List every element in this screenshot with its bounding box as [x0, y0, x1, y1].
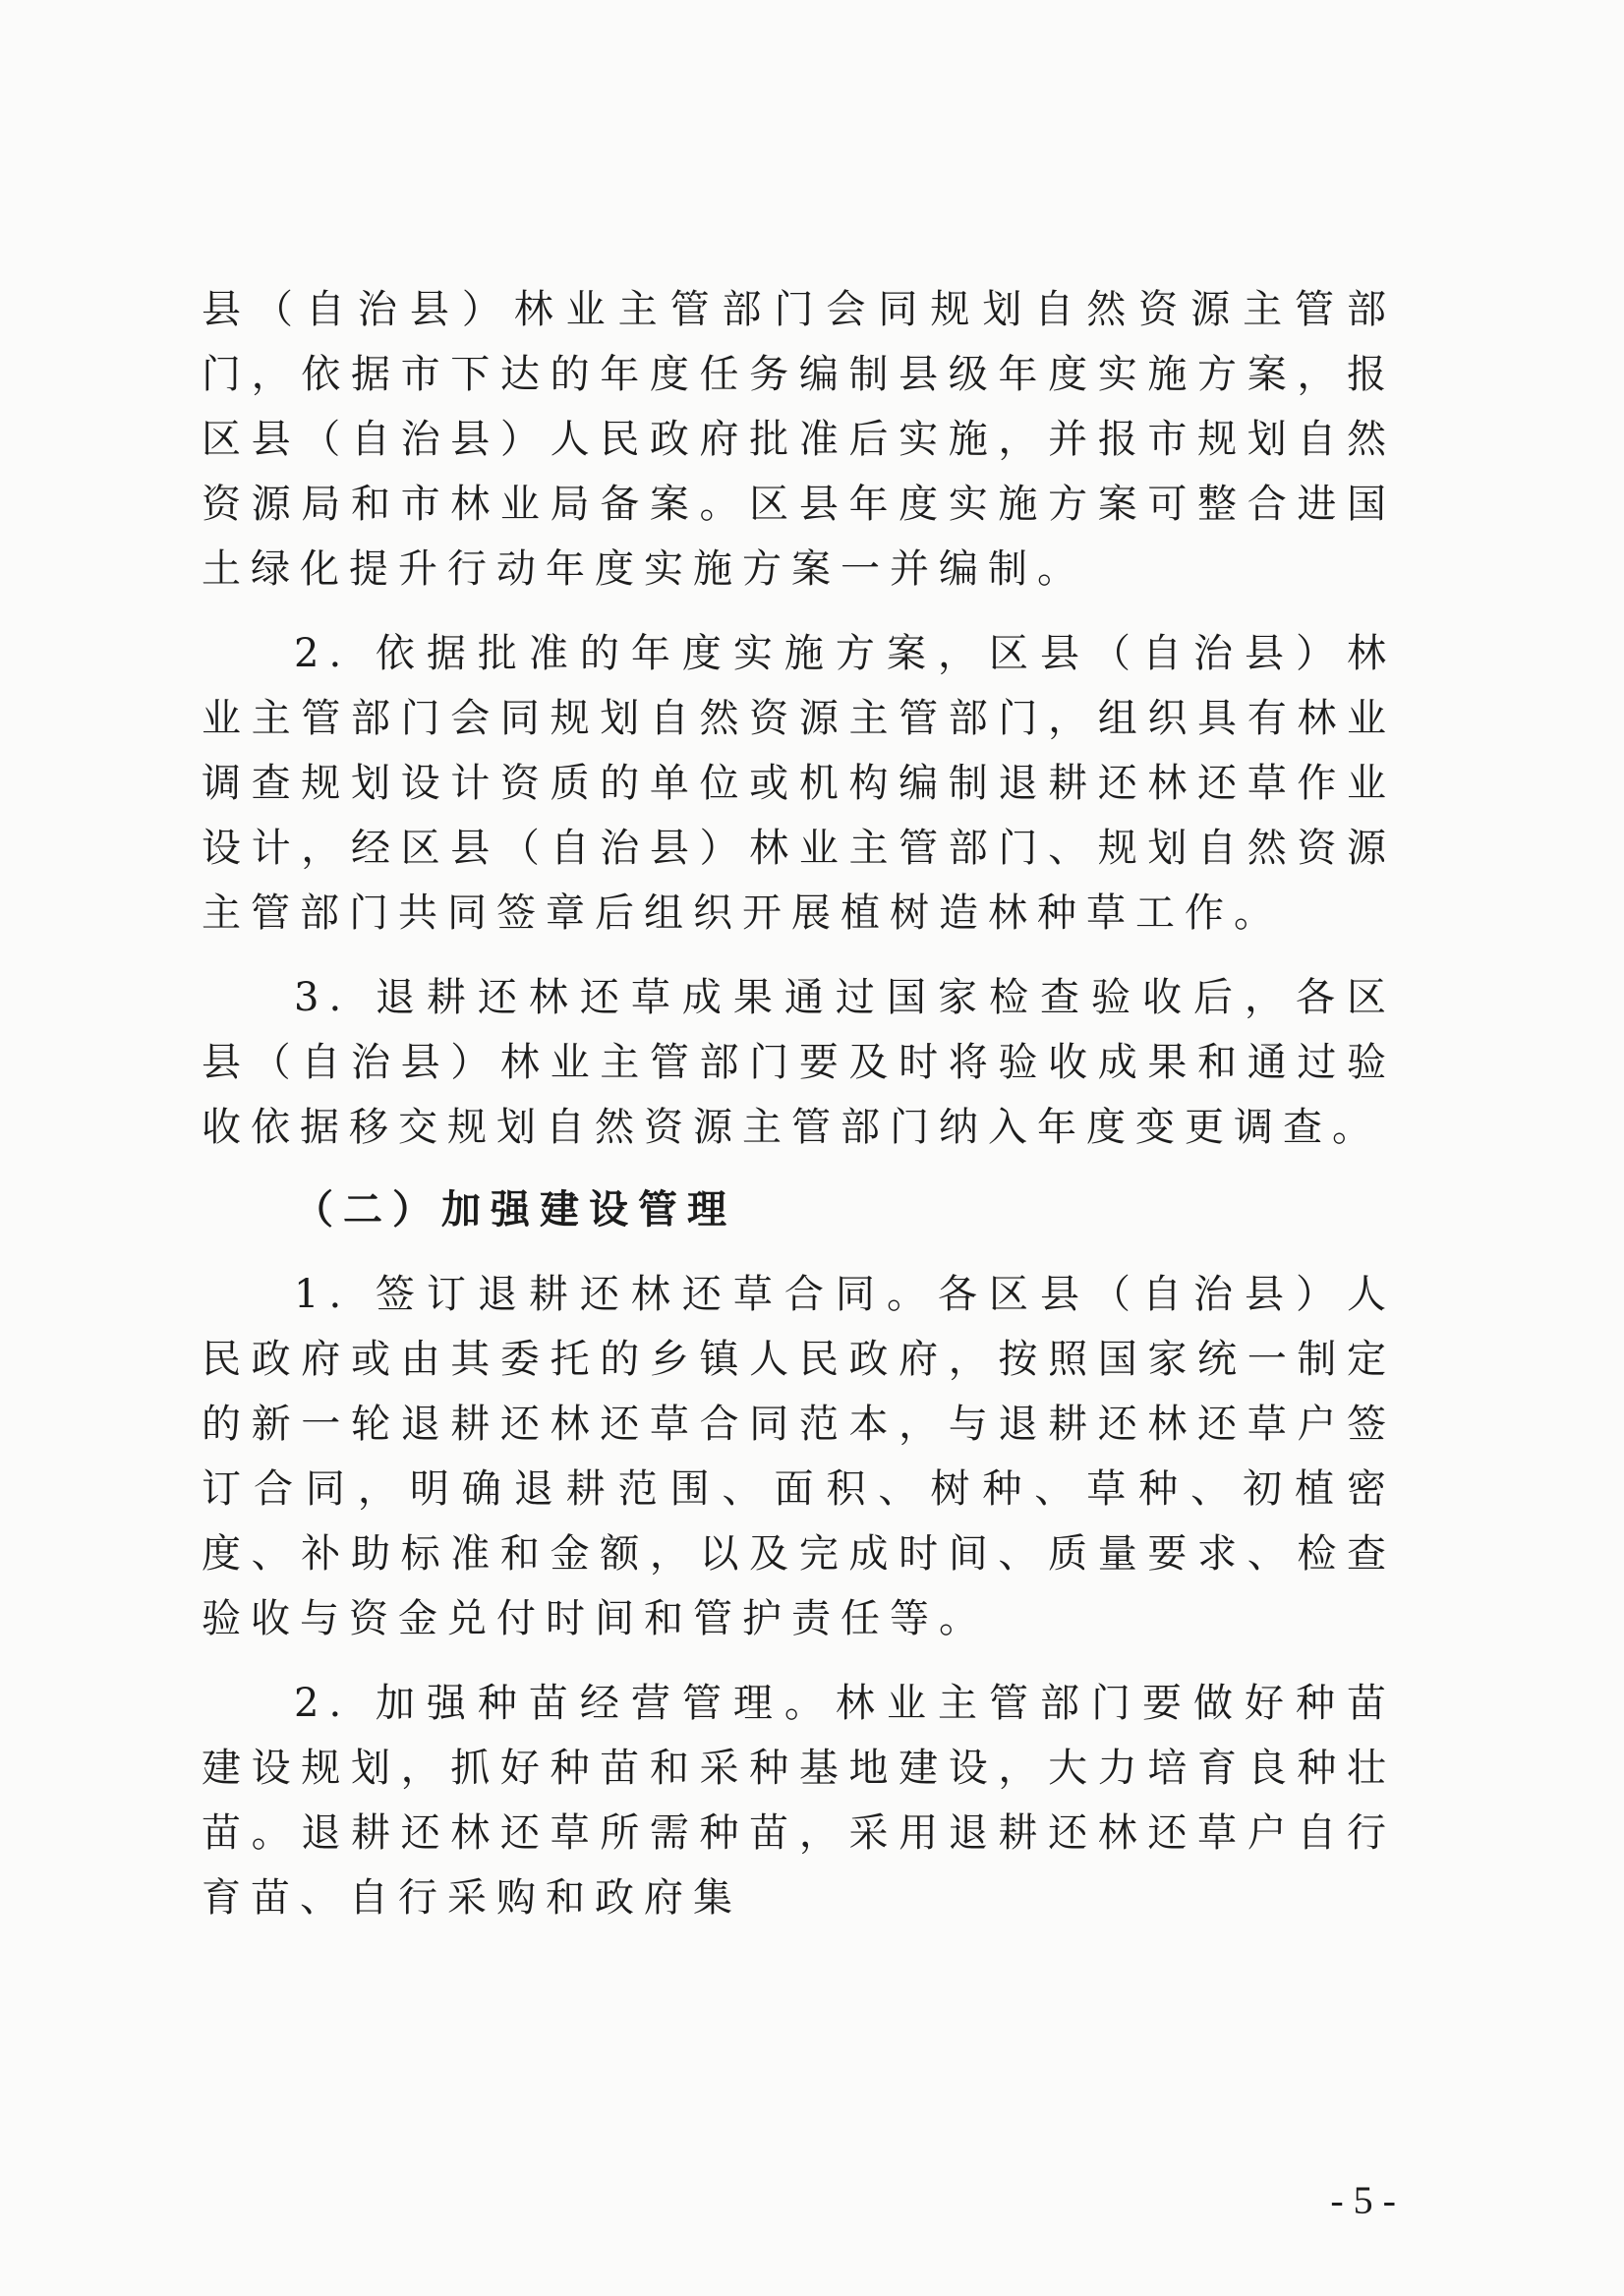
paragraph-continuation: 县（自治县）林业主管部门会同规划自然资源主管部门，依据市下达的年度任务编制县级年度实施方案，报区县（自治县）人民政府批准后实施，并报市规划自然资源局和市林业局备案。区县年度实施方案可整合进国土绿化提升行动年度实施方案一并编制。 [202, 287, 1396, 592]
paragraph-item-2: 2. 依据批准的年度实施方案，区县（自治县）林业主管部门会同规划自然资源主管部门，组织具有林业调查规划设计资质的单位或机构编制退耕还林还草作业设计，经区县（自治县）林业主管部门、规划自然资源主管部门共同签章后组织开展植树造林种草工作。 [202, 631, 1396, 936]
document-body [202, 277, 1396, 1930]
paragraph-seedling-management: 2. 加强种苗经营管理。林业主管部门要做好种苗建设规划，抓好种苗和采种基地建设，大力培育良种壮苗。退耕还林还草所需种苗，采用退耕还林还草户自行育苗、自行采购和政府集 [202, 1681, 1396, 1921]
page-number: - 5 - [1330, 2178, 1396, 2222]
section-heading: （二）加强建设管理 [294, 1187, 736, 1233]
paragraph-sign-contract: 1. 签订退耕还林还草合同。各区县（自治县）人民政府或由其委托的乡镇人民政府，按照国家统一制定的新一轮退耕还林还草合同范本，与退耕还林还草户签订合同，明确退耕范围、面积、树种、草种、初植密度、补助标准和金额，以及完成时间、质量要求、检查验收与资金兑付时间和管护责任等。 [202, 1272, 1396, 1641]
paragraph-item-3: 3. 退耕还林还草成果通过国家检查验收后，各区县（自治县）林业主管部门要及时将验收成果和通过验收依据移交规划自然资源主管部门纳入年度变更调查。 [202, 975, 1396, 1150]
